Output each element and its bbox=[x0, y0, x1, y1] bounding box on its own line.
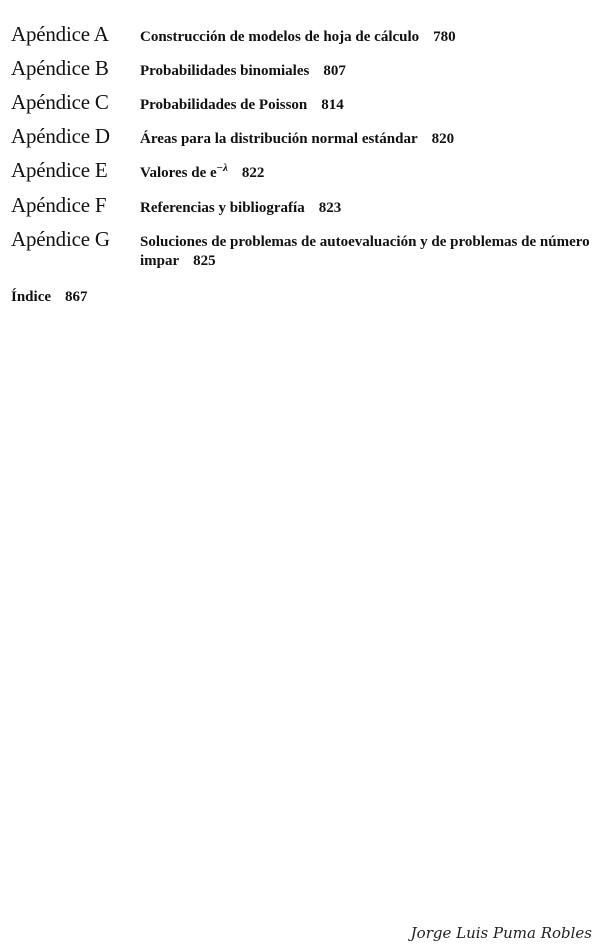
appendix-title-text: Probabilidades de Poisson bbox=[140, 97, 308, 113]
toc-entry-appendix-a bbox=[11, 22, 591, 47]
appendix-label: Apéndice F bbox=[11, 193, 107, 217]
appendix-title bbox=[140, 28, 456, 47]
toc-entry-appendix-b bbox=[11, 56, 591, 81]
index-page-number: 867 bbox=[65, 289, 88, 305]
toc-entry-appendix-d bbox=[11, 124, 591, 149]
index-label: Índice bbox=[11, 289, 52, 305]
appendix-page-number: 822 bbox=[241, 165, 265, 181]
exponent bbox=[217, 162, 228, 174]
lambda-symbol: λ bbox=[222, 162, 228, 174]
appendix-title-text: Soluciones de problemas de autoevaluación y de problemas de número impar bbox=[140, 234, 590, 269]
table-of-contents bbox=[11, 22, 591, 280]
appendix-page-number: 814 bbox=[321, 97, 344, 113]
appendix-label: Apéndice A bbox=[11, 22, 109, 46]
appendix-label: Apéndice D bbox=[11, 124, 110, 148]
appendix-label: Apéndice C bbox=[11, 90, 109, 114]
appendix-title-text: Construcción de modelos de hoja de cálculo bbox=[140, 29, 420, 45]
toc-entry-appendix-e bbox=[11, 158, 591, 184]
toc-entry-appendix-g bbox=[11, 227, 591, 271]
author-signature: Jorge Luis Puma Robles bbox=[410, 924, 592, 942]
appendix-label: Apéndice E bbox=[11, 158, 108, 182]
appendix-page-number: 825 bbox=[193, 253, 216, 269]
appendix-title bbox=[140, 199, 341, 218]
toc-entry-appendix-f bbox=[11, 193, 591, 218]
appendix-title-text: Probabilidades binomiales bbox=[140, 63, 310, 79]
appendix-page-number: 820 bbox=[431, 131, 455, 147]
exponent-sign: − bbox=[216, 162, 223, 174]
appendix-title bbox=[140, 233, 591, 271]
toc-entry-index bbox=[11, 289, 88, 306]
appendix-page-number: 780 bbox=[433, 29, 456, 45]
appendix-page-number: 823 bbox=[318, 200, 342, 216]
toc-entry-appendix-c bbox=[11, 90, 591, 115]
appendix-title bbox=[140, 130, 454, 149]
appendix-title bbox=[140, 96, 344, 115]
appendix-title-text: Referencias y bibliografía bbox=[140, 200, 305, 216]
appendix-label: Apéndice G bbox=[11, 227, 110, 251]
appendix-title-text: Valores de e bbox=[140, 165, 217, 181]
appendix-label: Apéndice B bbox=[11, 56, 109, 80]
appendix-title-text: Áreas para la distribución normal estándar bbox=[140, 131, 418, 147]
appendix-page-number: 807 bbox=[323, 63, 346, 79]
appendix-title bbox=[140, 62, 346, 81]
appendix-title bbox=[140, 164, 264, 184]
